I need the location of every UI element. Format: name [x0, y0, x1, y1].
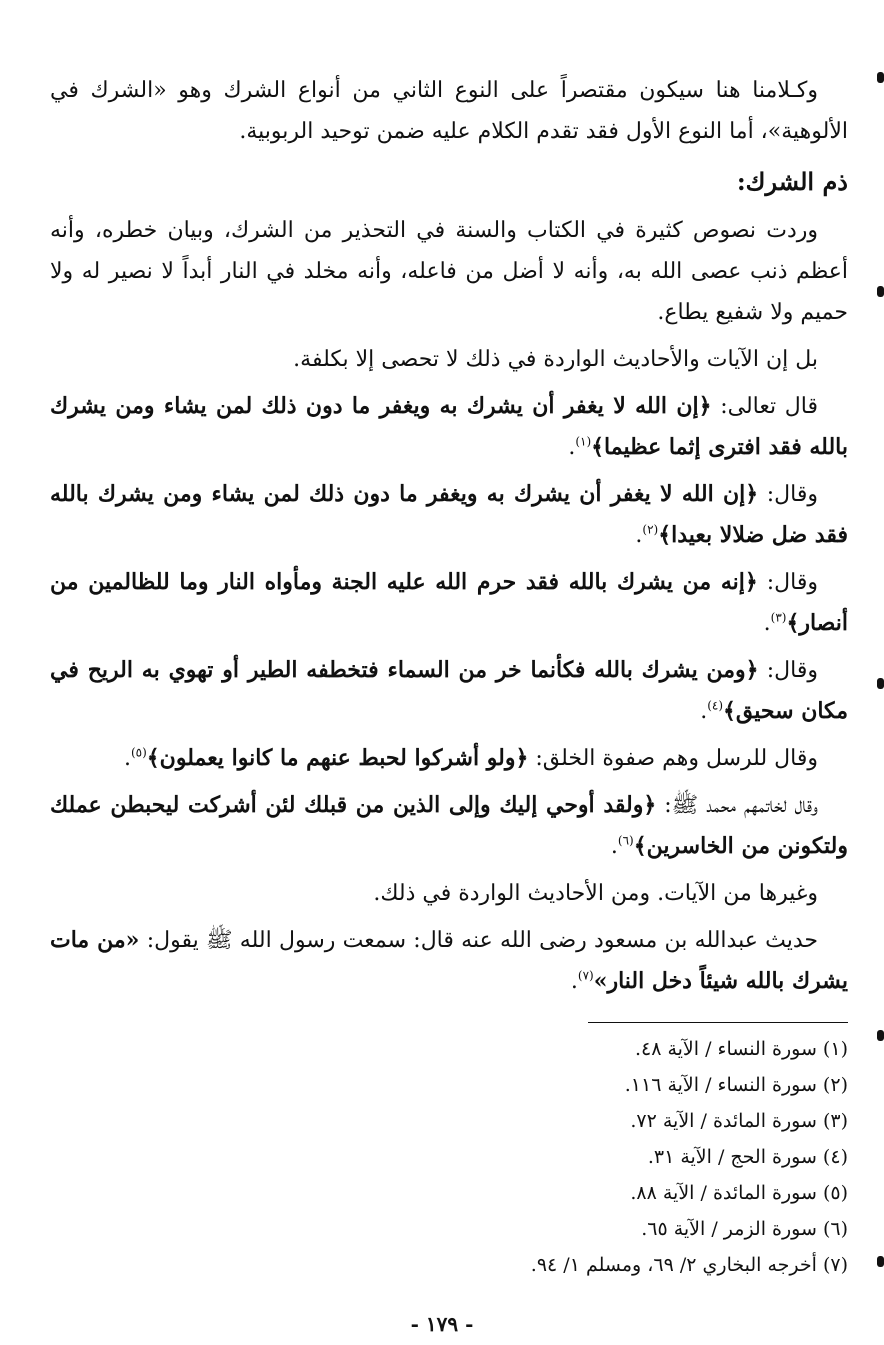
- verse-1-quote: ﴿إن الله لا يغفر أن يشرك به ويغفر ما دون ذلك لمن يشاء ومن يشرك بالله فقد افترى إثما عظيما﴾: [50, 393, 848, 460]
- hadith-lead: حديث عبدالله بن مسعود رضى الله عنه قال: سمعت رسول الله ﷺ يقول:: [139, 928, 818, 953]
- paragraph-others-text: وغيرها من الآيات. ومن الأحاديث الواردة في ذلك.: [373, 881, 818, 906]
- verse-6-quote: ﴿ولقد أوحي إليك وإلى الذين من قبلك لئن أشركت ليحبطن عملك ولتكونن من الخاسرين﴾: [50, 792, 848, 859]
- scan-edge-mark: [877, 1256, 884, 1267]
- paragraph-warning-text: وردت نصوص كثيرة في الكتاب والسنة في التحذير من الشرك، وبيان خطره، وأنه أعظم ذنب عصى الله به، وأنه لا أضل من فاعله، وأنه مخلد في النار أبداً لا نصير له ولا حميم ولا شفيع يطاع.: [50, 218, 848, 325]
- footnote-1: (١) سورة النساء / الآية ٤٨.: [634, 1038, 848, 1060]
- section-title: ذم الشرك:: [736, 167, 848, 196]
- footnote-4: (٤) سورة الحج / الآية ٣١.: [647, 1146, 848, 1168]
- hadith-quote: «من مات يشرك بالله شيئاً دخل النار»: [50, 927, 848, 994]
- verse-6: [50, 785, 848, 867]
- verse-3-tail: .: [763, 611, 771, 636]
- footnote-7: (٧) أخرجه البخاري ٢/ ٦٩، ومسلم ١/ ٩٤.: [530, 1254, 848, 1276]
- footnote-2: (٢) سورة النساء / الآية ١١٦.: [624, 1074, 848, 1096]
- verse-5: [50, 738, 848, 779]
- scan-edge-mark: [877, 1030, 884, 1041]
- verse-4: [50, 650, 848, 732]
- verse-3: [50, 562, 848, 644]
- footnote-6: (٦) سورة الزمر / الآية ٦٥.: [641, 1218, 848, 1240]
- verse-6-tail: .: [610, 834, 618, 859]
- verse-1-ref: (١): [575, 434, 592, 449]
- hadith-paragraph: [50, 920, 848, 1002]
- verse-3-lead: وقال:: [757, 570, 819, 595]
- verse-5-lead: وقال للرسل وهم صفوة الخلق:: [528, 746, 818, 771]
- paragraph-warning: [50, 210, 848, 333]
- page-body: [50, 70, 848, 1008]
- verse-4-tail: .: [700, 699, 708, 724]
- scan-edge-mark: [877, 72, 884, 83]
- intro-text: وكـلامنا هنا سيكون مقتصراً على النوع الثاني من أنواع الشرك وهو «الشرك في الألوهية»، أما النوع الأول فقد تقدم الكلام عليه ضمن توحيد الربوبية.: [50, 78, 848, 144]
- scan-edge-mark: [877, 678, 884, 689]
- footnote-3: (٣) سورة المائدة / الآية ٧٢.: [630, 1110, 848, 1132]
- verse-4-lead: وقال:: [758, 658, 818, 683]
- verse-2: [50, 474, 848, 556]
- verse-1-tail: .: [568, 435, 576, 460]
- paragraph-countless: [50, 339, 848, 380]
- verse-3-ref: (٣): [770, 610, 787, 625]
- verse-6-lead: وقال لخاتمهم محمد ﷺ:: [656, 793, 819, 818]
- verse-2-tail: .: [635, 523, 643, 548]
- verse-1-lead: قال تعالى:: [711, 394, 818, 419]
- hadith-ref: (٧): [577, 968, 594, 983]
- verse-6-ref: (٦): [617, 833, 634, 848]
- footnote-divider: [588, 1022, 848, 1023]
- verse-3-quote: ﴿إنه من يشرك بالله فقد حرم الله عليه الجنة ومأواه النار وما للظالمين من أنصار﴾: [50, 569, 848, 636]
- intro-paragraph: [50, 70, 848, 152]
- hadith-tail: .: [570, 969, 578, 994]
- scan-edge-mark: [877, 286, 884, 297]
- verse-2-lead: وقال:: [758, 482, 819, 507]
- verse-4-quote: ﴿ومن يشرك بالله فكأنما خر من السماء فتخطفه الطير أو تهوي به الريح في مكان سحيق﴾: [50, 657, 848, 724]
- page-number: - ١٧٩ -: [410, 1312, 474, 1336]
- verse-5-quote: ﴿ولو أشركوا لحبط عنهم ما كانوا يعملون﴾: [146, 745, 529, 771]
- verse-2-ref: (٢): [642, 522, 659, 537]
- verse-5-ref: (٥): [130, 745, 147, 760]
- verse-1: [50, 386, 848, 468]
- verse-4-ref: (٤): [707, 698, 724, 713]
- footnote-5: (٥) سورة المائدة / الآية ٨٨.: [630, 1182, 848, 1204]
- paragraph-others: [50, 873, 848, 914]
- verse-2-quote: ﴿إن الله لا يغفر أن يشرك به ويغفر ما دون ذلك لمن يشاء ومن يشرك بالله فقد ضل ضلالا بعيدا﴾: [50, 481, 848, 548]
- paragraph-countless-text: بل إن الآيات والأحاديث الواردة في ذلك لا تحصى إلا بكلفة.: [293, 347, 818, 372]
- verse-5-tail: .: [123, 746, 131, 771]
- footnotes: [530, 1022, 848, 1283]
